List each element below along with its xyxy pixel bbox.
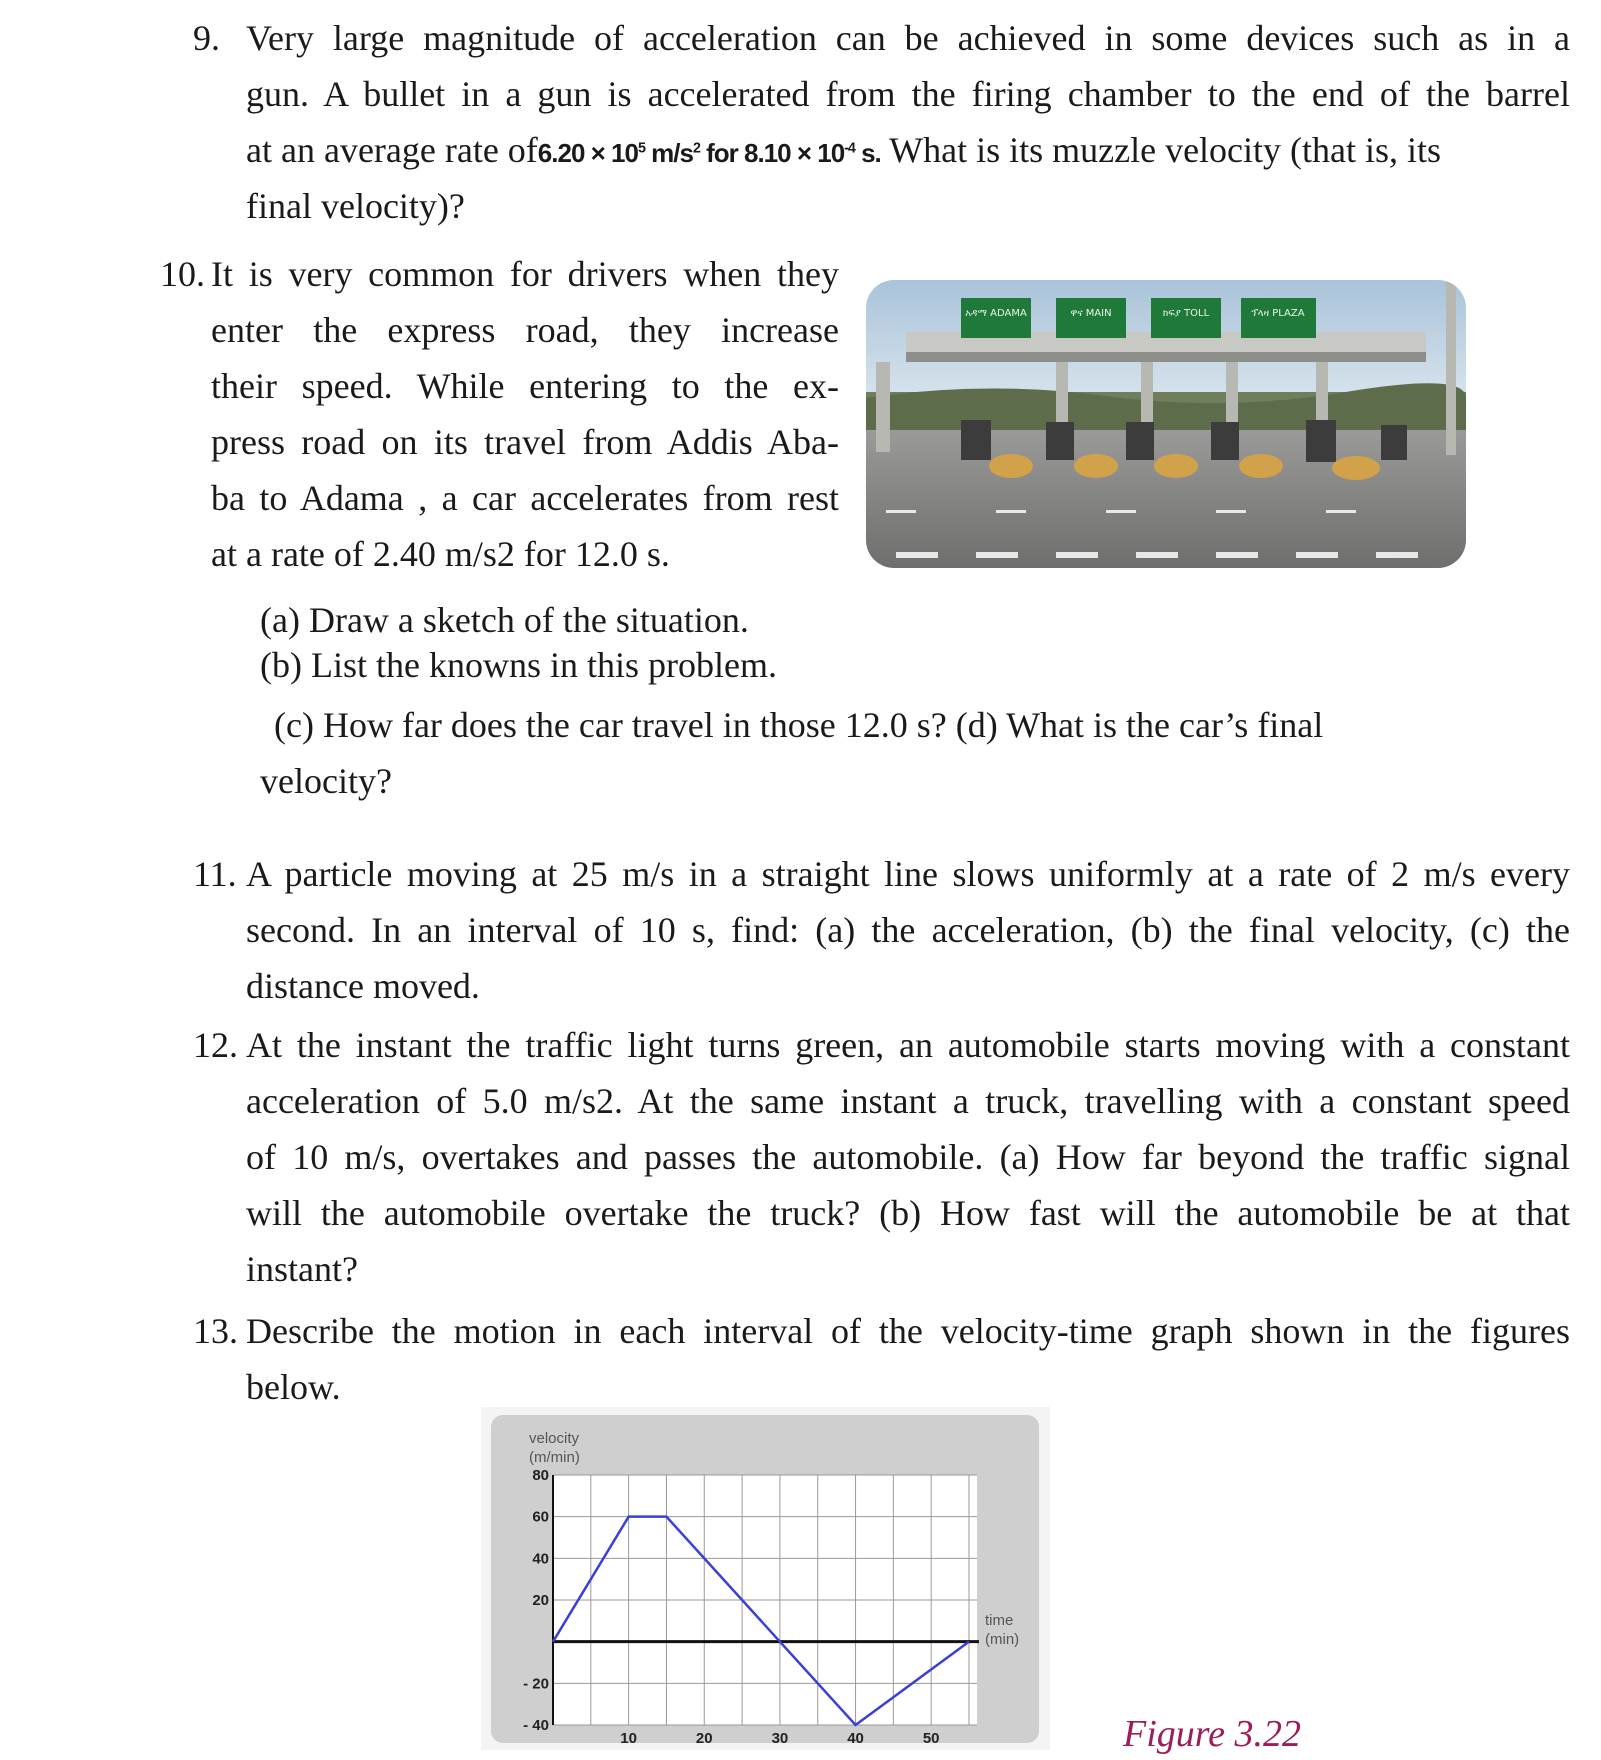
question-text: second. In an interval of 10 s, find: (a) the acceleration, (b) the final velocity, (c) the [246, 910, 1570, 950]
toll-plaza-illustration [866, 280, 1466, 568]
exponent: 5 [637, 140, 645, 157]
question-number: 13. [193, 1311, 238, 1351]
question-number: 12. [193, 1025, 238, 1065]
chart-grid [553, 1475, 977, 1725]
x-axis-label: time [985, 1612, 1014, 1629]
text-segment: What is its muzzle velocity (that is, its [880, 130, 1442, 170]
question-text: at a rate of 2.40 m/s2 for 12.0 s. [211, 534, 670, 574]
y-axis-label: velocity [529, 1430, 580, 1447]
question-text: A particle moving at 25 m/s in a straight line slows uniformly at a rate of 2 m/s every [246, 854, 1570, 894]
text-segment: at an average rate of [246, 130, 538, 170]
figure-caption: Figure 3.22 [1123, 1713, 1302, 1755]
y-tick-label: - 40 [523, 1717, 549, 1734]
y-tick-label: - 20 [523, 1675, 549, 1693]
formula-part: m/s [644, 138, 693, 168]
question-text: gun. A bullet in a gun is accelerated from the firing chamber to the end of the barrel [246, 74, 1570, 114]
exponent: -4 [844, 140, 855, 157]
x-tick-label: 50 [922, 1730, 940, 1747]
question-text: press road on its travel from Addis Aba- [211, 422, 839, 462]
x-tick-label: 10 [620, 1730, 637, 1747]
sub-question-b: (b) List the knowns in this problem. [260, 645, 777, 685]
question-number: 9. [193, 18, 220, 58]
formula-part: 6.20 × 10 [537, 138, 638, 168]
question-text: enter the express road, they increase [211, 310, 839, 350]
sign-label: ፕላዛ PLAZA [1251, 308, 1305, 319]
x-axis-unit: (min) [985, 1631, 1020, 1648]
question-text: Very large magnitude of acceleration can be achieved in some devices such as in a [246, 18, 1570, 58]
y-tick-label: 40 [532, 1550, 549, 1568]
x-tick-label: 40 [847, 1730, 864, 1747]
x-tick-label: 30 [771, 1730, 789, 1747]
toll-plaza-photo [866, 280, 1466, 568]
sign-label: አዳማ ADAMA [965, 308, 1027, 319]
question-text: instant? [246, 1249, 358, 1289]
question-text: acceleration of 5.0 m/s2. At the same instant a truck, travelling with a constant speed [246, 1081, 1570, 1121]
question-text: final velocity)? [246, 186, 465, 226]
velocity-time-chart [481, 1407, 1050, 1750]
question-number: 10. [160, 254, 205, 294]
y-tick-label: 80 [532, 1467, 549, 1484]
sign-label: ክፍያ TOLL [1162, 308, 1210, 319]
question-number: 11. [193, 854, 237, 894]
sub-question-c-d: (c) How far does the car travel in those 12.0 s? (d) What is the car’s final [274, 705, 1324, 745]
y-axis-unit: (m/min) [529, 1449, 580, 1466]
x-tick-label: 20 [695, 1730, 713, 1747]
question-text: will the automobile overtake the truck? (b) How fast will the automobile be at that [246, 1193, 1570, 1233]
y-tick-label: 60 [532, 1508, 549, 1526]
formula-part: for 8.10 × 10 [699, 138, 845, 168]
question-text: distance moved. [246, 966, 480, 1006]
question-text: of 10 m/s, overtakes and passes the automobile. (a) How far beyond the traffic signal [246, 1137, 1570, 1177]
y-tick-label: 20 [532, 1592, 549, 1609]
question-text-with-formula [246, 122, 1576, 181]
question-text: It is very common for drivers when they [211, 254, 839, 294]
formula [538, 138, 881, 168]
question-text: At the instant the traffic light turns green, an automobile starts moving with a constant [246, 1025, 1570, 1065]
exponent: 2 [692, 140, 700, 157]
question-text: below. [246, 1367, 341, 1407]
question-text: their speed. While entering to the ex- [211, 366, 839, 406]
formula-part: s. [854, 138, 881, 168]
sign-label: ዋና MAIN [1070, 308, 1112, 319]
velocity-time-graph [481, 1407, 1050, 1750]
sub-question-c-d-continued: velocity? [260, 761, 392, 801]
question-text: Describe the motion in each interval of the velocity-time graph shown in the figures [246, 1311, 1570, 1351]
question-text: ba to Adama , a car accelerates from rest [211, 478, 839, 518]
sub-question-a: (a) Draw a sketch of the situation. [260, 600, 749, 640]
